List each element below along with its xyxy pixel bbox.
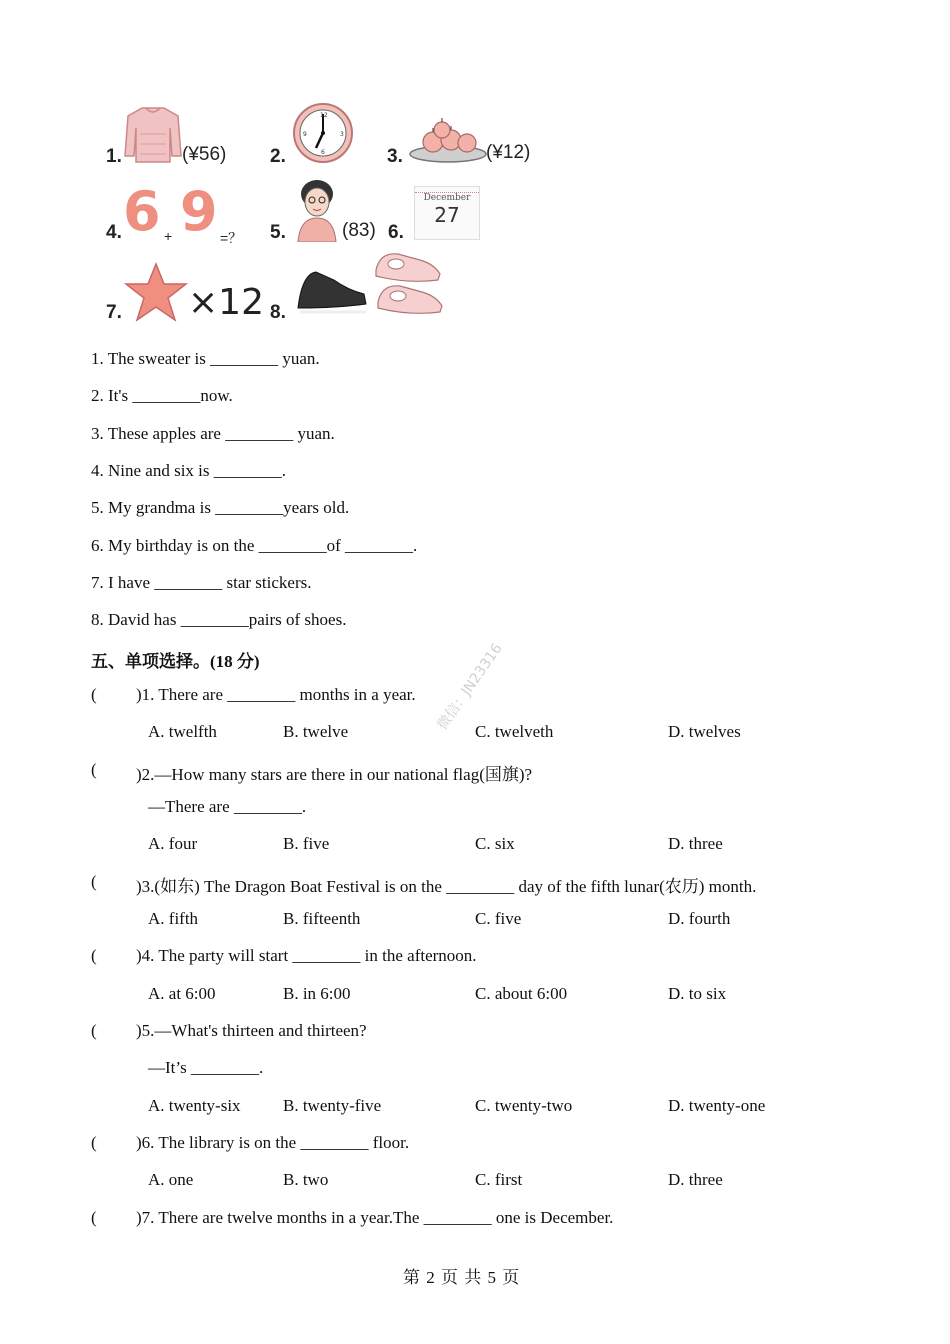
calendar-month: December	[423, 193, 471, 203]
option-a: A. four	[148, 834, 198, 853]
svg-text:12: 12	[320, 112, 328, 119]
option-c: C. five	[475, 909, 522, 928]
pic-number-2: 2.	[270, 146, 286, 167]
option-c: C. six	[475, 834, 515, 853]
question-stem-7: )7. There are twelve months in a year.The ________ one is December.	[136, 1208, 614, 1227]
option-d: D. to six	[668, 984, 727, 1003]
fill-sentence-7: 7. I have ________ star stickers.	[91, 573, 312, 592]
option-d: D. three	[668, 834, 723, 853]
section-title: 五、单项选择。(18 分)	[91, 652, 260, 671]
plus-sign: +	[164, 228, 173, 244]
question-stem-4: )4. The party will start ________ in the afternoon.	[136, 946, 477, 965]
question-stem-3: )3.(如东) The Dragon Boat Festival is on the ________ day of the fifth lunar(农历) month.	[136, 877, 757, 896]
pic-number-1: 1.	[106, 146, 122, 167]
option-a: A. at 6:00	[148, 984, 216, 1003]
question-sub-2: —There are ________.	[148, 797, 307, 816]
option-a: A. twenty-six	[148, 1096, 241, 1115]
fill-sentence-8: 8. David has ________pairs of shoes.	[91, 610, 347, 629]
fill-sentence-6: 6. My birthday is on the ________of ________.	[91, 536, 418, 555]
svg-text:3: 3	[340, 131, 344, 138]
pic-label-5: (83)	[342, 220, 376, 241]
pic-label-1: (¥56)	[182, 144, 227, 165]
option-b: B. twelve	[283, 722, 349, 741]
watermark: 微信：JN23316	[434, 640, 506, 733]
pic-number-3: 3.	[387, 146, 403, 167]
digit-six: 6	[123, 180, 161, 243]
answer-paren: (	[91, 946, 97, 965]
pic-label-3: (¥12)	[486, 142, 531, 163]
pic-number-5: 5.	[270, 222, 286, 243]
shoes-icon	[292, 250, 456, 324]
option-d: D. twenty-one	[668, 1096, 766, 1115]
option-c: C. twenty-two	[475, 1096, 573, 1115]
option-b: B. five	[283, 834, 330, 853]
pic-number-4: 4.	[106, 222, 122, 243]
option-a: A. twelfth	[148, 722, 217, 741]
svg-text:9: 9	[303, 131, 307, 138]
answer-paren: (	[91, 1208, 97, 1227]
star-icon	[124, 262, 188, 322]
answer-paren: (	[91, 1021, 97, 1040]
pic-label-7: ×12	[188, 282, 264, 323]
option-d: D. three	[668, 1170, 723, 1189]
option-d: D. fourth	[668, 909, 731, 928]
apples-icon	[407, 116, 489, 164]
option-b: B. two	[283, 1170, 329, 1189]
option-b: B. in 6:00	[283, 984, 351, 1003]
option-c: C. first	[475, 1170, 523, 1189]
option-b: B. twenty-five	[283, 1096, 382, 1115]
question-stem-6: )6. The library is on the ________ floor.	[136, 1133, 410, 1152]
pic-label-4: =？	[220, 230, 243, 246]
question-stem-5: )5.—What's thirteen and thirteen?	[136, 1021, 367, 1040]
question-sub-5: —It’s ________.	[148, 1058, 264, 1077]
question-stem-2: )2.—How many stars are there in our national flag(国旗)?	[136, 765, 533, 784]
answer-paren: (	[91, 685, 97, 704]
pic-number-8: 8.	[270, 302, 286, 323]
grandma-icon	[292, 176, 342, 242]
answer-paren: (	[91, 1133, 97, 1152]
answer-paren: (	[91, 760, 97, 779]
fill-sentence-3: 3. These apples are ________ yuan.	[91, 424, 335, 443]
fill-sentence-4: 4. Nine and six is ________.	[91, 461, 287, 480]
answer-paren: (	[91, 872, 97, 891]
digit-nine: 9	[180, 180, 218, 243]
fill-sentence-1: 1. The sweater is ________ yuan.	[91, 349, 320, 368]
page-footer: 第 2 页 共 5 页	[403, 1268, 521, 1287]
option-b: B. fifteenth	[283, 909, 361, 928]
option-c: C. about 6:00	[475, 984, 568, 1003]
fill-sentence-5: 5. My grandma is ________years old.	[91, 498, 350, 517]
clock-icon	[292, 102, 354, 164]
option-c: C. twelveth	[475, 722, 554, 741]
sweater-icon	[124, 104, 182, 164]
fill-sentence-2: 2. It's ________now.	[91, 386, 233, 405]
option-d: D. twelves	[668, 722, 741, 741]
calendar-icon	[414, 186, 480, 240]
pic-number-6: 6.	[388, 222, 404, 243]
svg-text:6: 6	[321, 149, 325, 156]
option-a: A. fifth	[148, 909, 199, 928]
question-stem-1: )1. There are ________ months in a year.	[136, 685, 416, 704]
pic-number-7: 7.	[106, 302, 122, 323]
calendar-day: 27	[434, 203, 460, 227]
option-a: A. one	[148, 1170, 194, 1189]
